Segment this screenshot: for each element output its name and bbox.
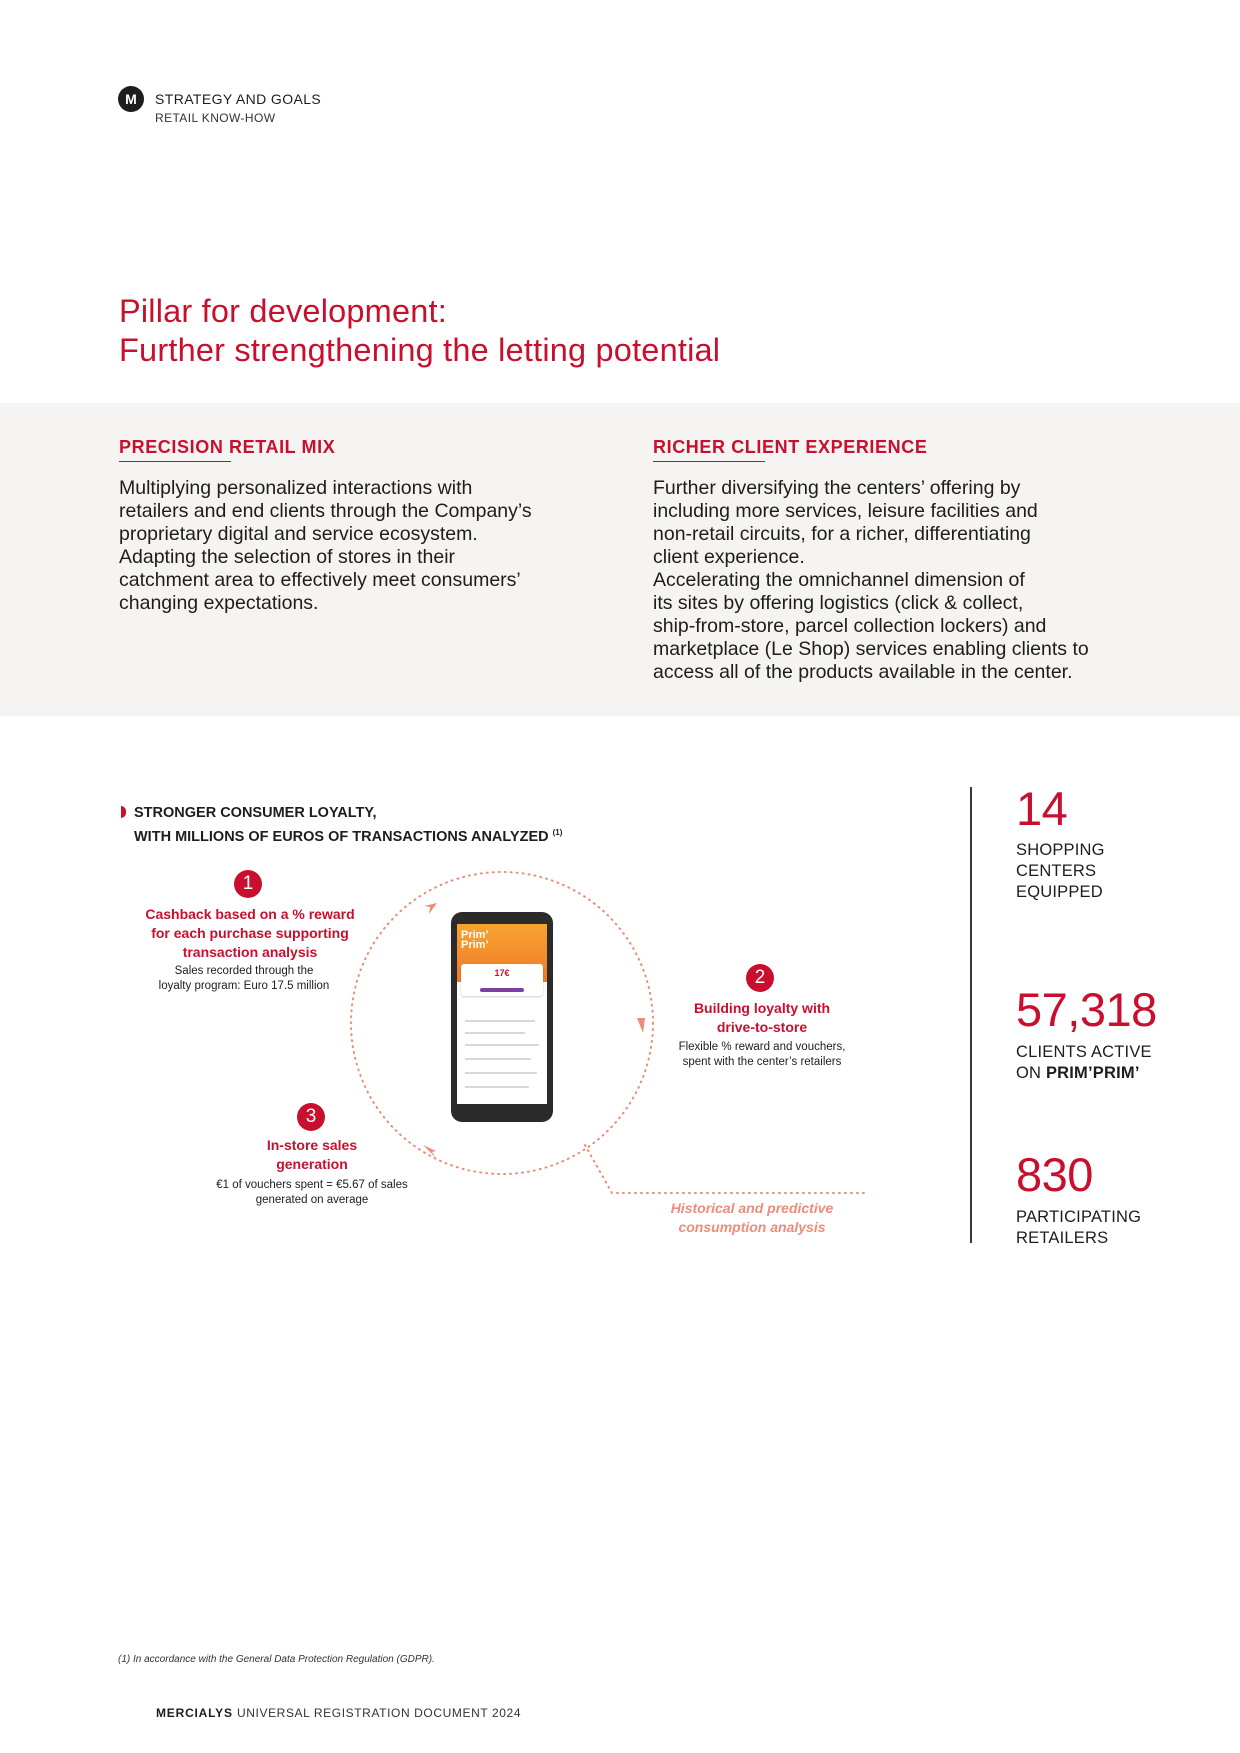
prim-prim-app-phone [451, 912, 553, 1122]
text-line: retailers and end clients through the Company’s [119, 500, 532, 522]
step-number-badge: 1 [234, 870, 262, 898]
step-number-badge: 3 [297, 1103, 325, 1131]
stat-value-shopping-centers: 14 [1016, 782, 1068, 835]
text-line: Further diversifying the centers’ offering by [653, 477, 1021, 499]
app-balance-amount: 17€ [494, 968, 510, 978]
text-line: catchment area to effectively meet consumers’ [119, 569, 521, 591]
column-heading-text: PRECISION RETAIL MIX [119, 437, 336, 457]
stat-value-retailers: 830 [1016, 1148, 1093, 1201]
step-text [624, 1040, 900, 1070]
text-line: proprietary digital and service ecosystem. [119, 523, 478, 545]
footnote-ref: (1) [552, 828, 563, 837]
app-list-line [465, 1020, 535, 1022]
column-heading-text: RICHER CLIENT EXPERIENCE [653, 437, 928, 457]
app-list-line [465, 1086, 529, 1088]
app-list-line [465, 1044, 539, 1046]
cycle-arrow-icon [424, 903, 437, 914]
step-heading [624, 999, 900, 1037]
stat-label-line: CLIENTS ACTIVE [1016, 1043, 1152, 1061]
stat-label-line: CENTERS [1016, 862, 1097, 880]
text-line: marketplace (Le Shop) services enabling clients to [653, 638, 1089, 660]
text-line: its sites by offering logistics (click & collect, [653, 592, 1024, 614]
text-line: Multiplying personalized interactions with [119, 477, 473, 499]
step-heading-line: Building loyalty with [693, 1000, 831, 1016]
step-heading-line: drive-to-store [716, 1019, 808, 1035]
app-cta-button [480, 988, 524, 992]
app-brand [461, 930, 489, 950]
step-text-line: loyalty program: Euro 17.5 million [158, 980, 330, 992]
text-line: non-retail circuits, for a richer, differentiating [653, 523, 1031, 545]
analysis-label-line: consumption analysis [678, 1219, 826, 1235]
stat-value-clients-active: 57,318 [1016, 983, 1157, 1036]
step-heading-line: transaction analysis [182, 944, 318, 960]
app-balance-card [461, 964, 543, 996]
stat-label-shopping-centers [1016, 840, 1105, 903]
stat-label-line: SHOPPING [1016, 841, 1105, 859]
text-line: access all of the products available in the center. [653, 661, 1073, 683]
footnote: (1) In accordance with the General Data Protection Regulation (GDPR). [118, 1654, 435, 1665]
analysis-connector [585, 1145, 866, 1193]
app-list-line [465, 1058, 531, 1060]
analysis-label [640, 1199, 864, 1237]
step-text-line: spent with the center’s retailers [682, 1056, 842, 1068]
step-heading-line: In-store sales [266, 1137, 358, 1153]
step-number-badge: 2 [746, 964, 774, 992]
footer-document-title: UNIVERSAL REGISTRATION DOCUMENT 2024 [237, 1706, 522, 1720]
step-heading [172, 1136, 452, 1174]
analysis-label-line: Historical and predictive [670, 1200, 834, 1216]
phone-screen [457, 924, 547, 1104]
page-title-line: Further strengthening the letting potential [119, 332, 721, 368]
loyalty-title-line: STRONGER CONSUMER LOYALTY, [134, 805, 377, 821]
footer-brand: MERCIALYS [156, 1706, 233, 1720]
stat-label-brand: PRIM’PRIM’ [1045, 1064, 1140, 1082]
section-subtitle: RETAIL KNOW-HOW [155, 111, 276, 125]
stat-label-line: EQUIPPED [1016, 883, 1103, 901]
stat-label-clients-active [1016, 1042, 1152, 1084]
app-brand-line: Prim’ [461, 929, 489, 941]
step-text-line: €1 of vouchers spent = €5.67 of sales [216, 1179, 408, 1191]
step-text-line: generated on average [255, 1194, 369, 1206]
step-text-line: Flexible % reward and vouchers, [678, 1041, 846, 1053]
stat-label-line: RETAILERS [1016, 1229, 1109, 1247]
app-brand-line: Prim’ [461, 939, 489, 951]
step-heading-line: generation [276, 1156, 348, 1172]
stat-label-line: PARTICIPATING [1016, 1208, 1142, 1226]
loyalty-title-line: WITH MILLIONS OF EUROS OF TRANSACTIONS ANALYZED [134, 828, 549, 845]
text-line: Adapting the selection of stores in their [119, 546, 456, 568]
text-line: Accelerating the omnichannel dimension of [653, 569, 1025, 591]
step-heading-line: Cashback based on a % reward [145, 906, 355, 922]
app-list-line [465, 1032, 525, 1034]
step-text [172, 1178, 452, 1208]
step-heading-line: for each purchase supporting [151, 925, 349, 941]
text-line: client experience. [653, 546, 805, 568]
text-line: changing expectations. [119, 592, 319, 614]
stat-label-line: ON [1016, 1064, 1046, 1082]
step-heading [100, 905, 400, 962]
app-header [457, 924, 547, 982]
mercialys-logo-icon: M [118, 86, 144, 112]
text-line: ship-from-store, parcel collection lockers) and [653, 615, 1047, 637]
stat-label-retailers [1016, 1207, 1141, 1249]
text-line: including more services, leisure facilities and [653, 500, 1038, 522]
step-text-line: Sales recorded through the [174, 965, 314, 977]
section-title: STRATEGY AND GOALS [155, 91, 322, 107]
stats-divider [970, 787, 972, 1243]
page-title-line: Pillar for development: [119, 293, 447, 329]
app-list-line [465, 1072, 537, 1074]
step-text [100, 964, 388, 994]
